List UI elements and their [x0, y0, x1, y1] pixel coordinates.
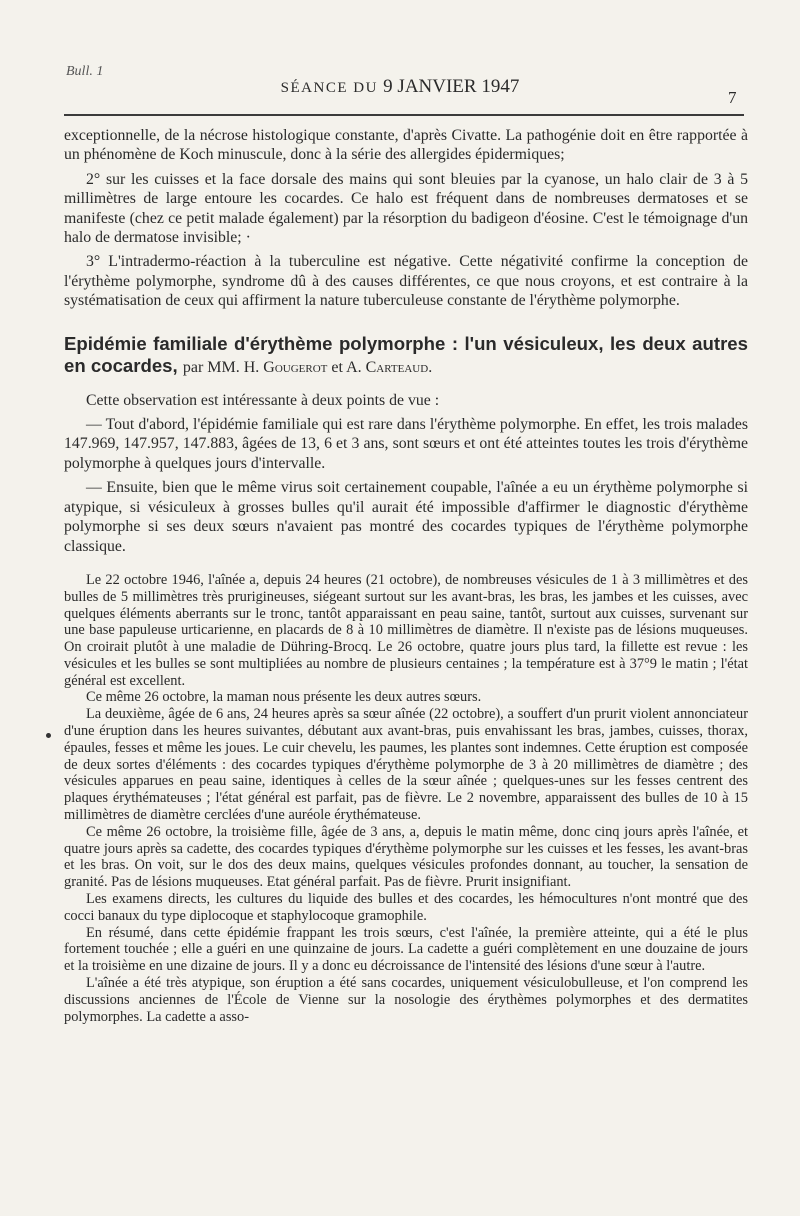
author-name: Carteaud [365, 358, 429, 376]
article-title-text: Epidémie familiale d'érythème polymorphe : l'un vésiculeux, les deux autres en cocardes, [64, 332, 748, 376]
carryover-paragraph: 3° L'intradermo-réaction à la tuberculine est négative. Cette négativité confirme la conception de l'érythème polymorphe, syndrome dû à des causes différentes, ce que nous croyons, et est contraire à la systématisation de ceux qui affirment la nature tuberculeuse constante de l'érythème polymorphe. [64, 253, 748, 310]
carryover-paragraph: exceptionnelle, de la nécrose histologique constante, d'après Civatte. La pathogénie doit en être rapportée à un phénomène de Koch minuscule, donc à la série des allergides épidermiques; [64, 127, 748, 164]
byline-prefix: par MM. H. [182, 358, 264, 376]
byline-suffix: . [428, 358, 433, 376]
header-rule [64, 114, 744, 116]
byline-and: et A. [327, 358, 366, 376]
observation-paragraph: La deuxième, âgée de 6 ans, 24 heures après sa sœur aînée (22 octobre), a souffert d'un prurit violent annonciateur d'une éruption dans les heures suivantes, débutant aux avant-bras, puis envahissant les bras, jambes, cuisses, thorax, épaules, fesses et même les joues. Le cuir chevelu, les paumes, les plantes sont indemnes. Cette éruption est composée de deux sortes d'éléments : des cocardes typiques d'érythème polymorphe de 3 à 20 millimètres de diamètre ; des vésicules apparues en peau saine, identiques à celles de la sœur aînée ; quelques-unes sur les fesses centrent des plaques érythémateuses ; l'état général est parfait, pas de fièvre. Le 2 novembre, apparaissent des bulles de 10 à 15 millimètres de diamètre cerclées d'une auréole érythémateuse. [64, 706, 748, 824]
intro-paragraph: — Tout d'abord, l'épidémie familiale qui est rare dans l'érythème polymorphe. En effet, les trois malades 147.969, 147.957, 147.883, âgées de 13, 6 et 3 ans, sont sœurs et ont été atteintes toutes les trois d'érythème polymorphe à quelques jours d'intervalle. [64, 416, 748, 472]
margin-mark [46, 733, 51, 738]
running-head-prefix: SÉANCE DU [280, 80, 384, 96]
observation-paragraph: Le 22 octobre 1946, l'aînée a, depuis 24 heures (21 octobre), de nombreuses vésicules de 1 à 3 millimètres et des bulles de 5 millimètres très prurigineuses, siégeant surtout sur les avant-bras, les bras, les jambes et les cuisses, avec quelques éléments aberrants sur le tronc, tantôt apparaissant en peau saine, tantôt, surtout aux cuisses, survenant sur une base papuleuse urticarienne, en placards de 8 à 10 millimètres de diamètre. Il n'existe pas de lésions muqueuses. On croirait plutôt à une maladie de Dühring-Brocq. Le 26 octobre, quatre jours plus tard, la fillette est revue : les vésicules et les bulles se sont multipliées au nombre de plusieurs centaines ; la température est à 37°9 le matin ; l'état général est excellent. [64, 571, 748, 689]
running-head [0, 76, 800, 98]
running-head-date: 9 JANVIER 1947 [383, 76, 520, 97]
observation-paragraph: L'aînée a été très atypique, son éruption a été sans cocardes, uniquement vésiculobulleuse, et l'on comprend les discussions anciennes de l'École de Vienne sur la nosologie des érythèmes polymorphes et des dermatites polymorphes. La cadette a asso- [64, 975, 748, 1025]
observation-paragraph: En résumé, dans cette épidémie frappant les trois sœurs, c'est l'aînée, la première atteinte, qui a été le plus fortement touchée ; elle a guéri en une quinzaine de jours. La cadette a guéri complètement en une douzaine de jours et la troisième en une dizaine de jours. Il y a donc eu décroissance de l'intensité des lésions d'une sœur à l'autre. [64, 924, 748, 975]
article-title [64, 333, 748, 379]
intro-paragraph: — Ensuite, bien que le même virus soit certainement coupable, l'aînée a eu un érythème polymorphe si atypique, si vésiculeux à grosses bulles qu'il aurait été impossible d'affirmer le diagnostic d'érythème polymorphe si ses deux sœurs n'avaient pas montré des cocardes typiques de l'érythème polymorphe classique. [64, 479, 748, 555]
observation-paragraph: Ce même 26 octobre, la maman nous présente les deux autres sœurs. [86, 689, 482, 706]
intro-paragraph: Cette observation est intéressante à deux points de vue : [86, 391, 440, 409]
author-name: Gougerot [263, 358, 328, 376]
observation-paragraph: Ce même 26 octobre, la troisième fille, âgée de 3 ans, a, depuis le matin même, donc cinq jours après l'aînée, et quatre jours après sa cadette, des cocardes typiques d'érythème polymorphe sur les cuisses et les fesses, les avant-bras et les bras. On voit, sur le dos des deux mains, quelques vésicules profondes donnant, au toucher, la sensation de granité. Pas de lésions muqueuses. Etat général parfait. Pas de fièvre. Prurit insignifiant. [64, 823, 748, 891]
article-byline [183, 359, 432, 376]
carryover-paragraph: 2° sur les cuisses et la face dorsale des mains qui sont bleuies par la cyanose, un halo clair de 3 à 5 millimètres de large entoure les cocardes. Ce halo est fréquent dans de nombreuses dermatoses et se manifeste (chez ce petit malade également) par la résorption du badigeon d'éosine. C'est le témoignage d'un halo de dermatose invisible; · [64, 170, 748, 247]
observation-paragraph: Les examens directs, les cultures du liquide des bulles et des cocardes, les hémocultures n'ont montré que des cocci banaux du type diplocoque et staphylocoque gramophile. [64, 891, 748, 924]
journal-reference: Bull. 1 [66, 64, 104, 79]
page-body [64, 126, 748, 1025]
page-number: 7 [728, 88, 737, 107]
